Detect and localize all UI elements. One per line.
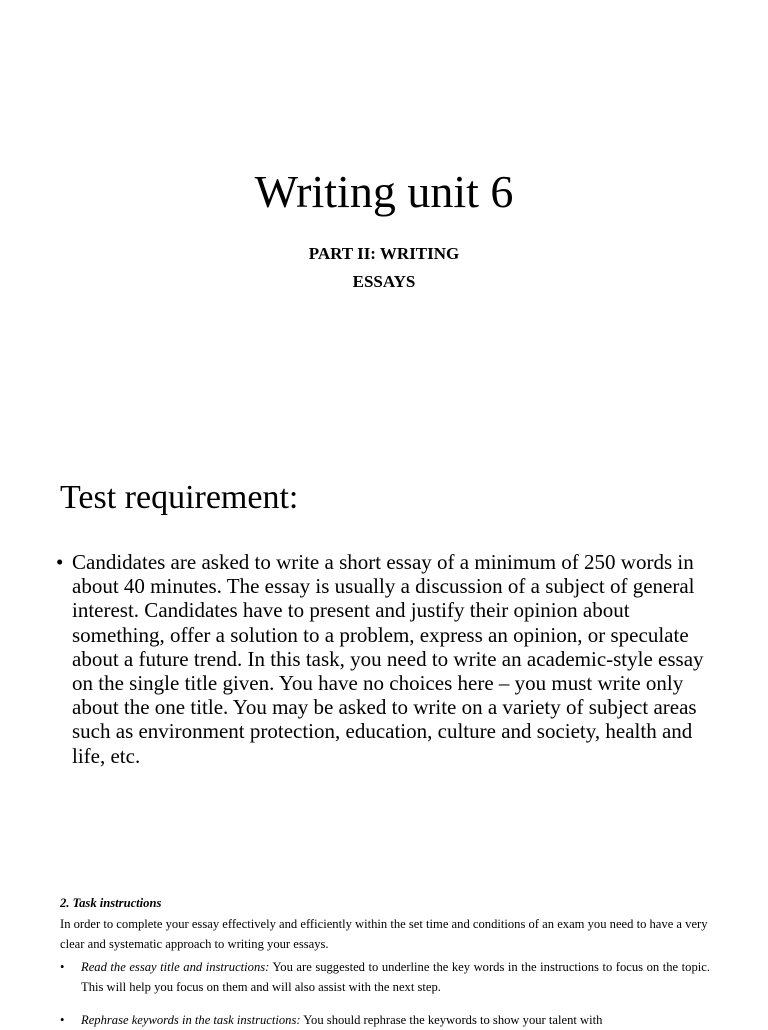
section-heading: Test requirement: [60,479,299,516]
bullet-icon: • [60,1013,65,1027]
task-instructions-page [0,864,768,1027]
list-item-text [81,1010,710,1030]
slide-subtitle-line2: ESSAYS [352,272,416,291]
list-item-lead: Rephrase keywords in the task instructions: [81,1013,301,1027]
task-heading: 2. Task instructions [60,896,162,910]
list-item [60,957,710,997]
list-item-body: You are suggested to underline the key words in the instructions to focus on the topic. This will help you focus on them and will also assist with the next step. [81,960,710,994]
intro-paragraph: In order to complete your essay effectively and efficiently within the set time and conditions of an exam you need to have a very clear and systematic approach to writing your essays. [60,917,708,951]
requirement-text: Candidates are asked to write a short essay of a minimum of 250 words in about 40 minutes. The essay is usually a discussion of a subject of general interest. Candidates have to present and justify their opinion about something, offer a solution to a problem, express an opinion, or speculate about a future trend. In this task, you need to write an academic-style essay on the single title given. You have no choices here – you must write only about the one title. You may be asked to write on a variety of subject areas such as environment protection, education, culture and society, health and life, etc. [72,550,704,768]
bullet-icon: • [56,550,64,574]
list-item [60,1010,710,1030]
slide-title: Writing unit 6 [254,166,514,217]
list-item-text [81,957,710,997]
title-slide [0,0,768,432]
bullet-icon: • [60,960,65,974]
requirement-bullet [56,550,716,768]
slide-subtitle-line1: PART II: WRITING [308,244,460,263]
list-item-body: You should rephrase the keywords to show your talent with [300,1013,603,1027]
test-requirement-slide [0,432,768,864]
list-item-lead: Read the essay title and instructions: [81,960,270,974]
